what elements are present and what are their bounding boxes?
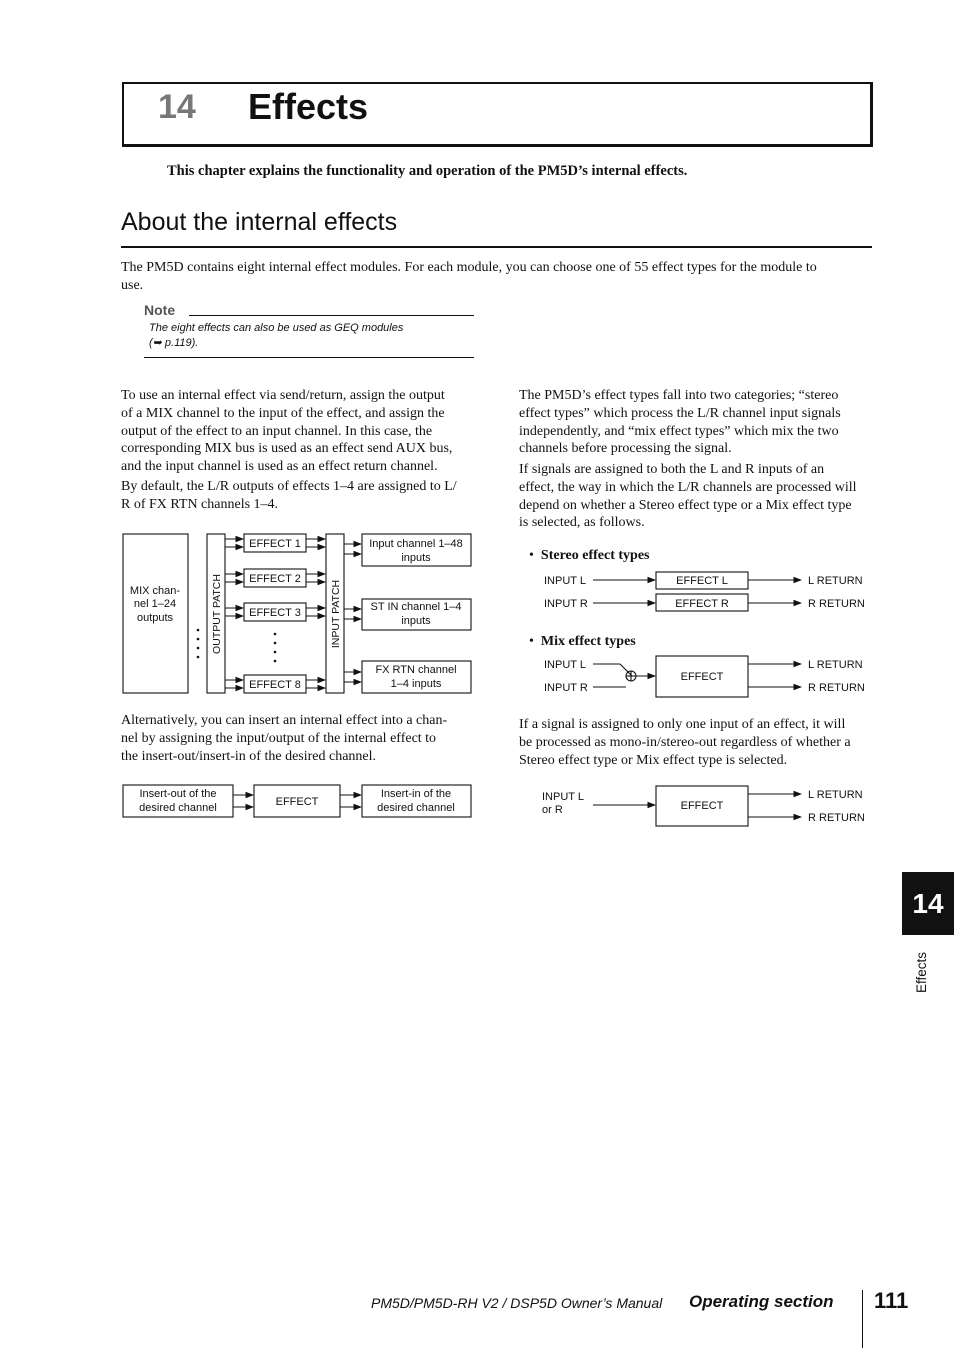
mix-return-l: L RETURN [808,659,863,671]
paragraph-intro-line1: The PM5D contains eight internal effect modules. For each module, you can choose one of 55 effect types for the module to [121,260,817,275]
output-patch-label: OUTPUT PATCH [211,574,223,654]
insert-diagram [118,780,478,824]
note-divider [144,357,474,358]
text-line: and the input channel is used as an effect return channel. [121,459,438,475]
effect-3-label: EFFECT 3 [249,607,301,619]
paragraph-default-assign [121,478,457,514]
footer-manual-title: PM5D/PM5D-RH V2 / DSP5D Owner’s Manual [371,1295,663,1311]
note-divider [189,315,474,316]
text-line: The PM5D’s effect types fall into two categories; “stereo [519,388,839,403]
text-line: independently, and “mix effect types” which mix the two [519,423,839,439]
chapter-title-box [122,82,873,147]
bullet-stereo-effect-types [529,548,649,564]
text-line: effect types” which process the L/R channel input signals [519,405,841,421]
paragraph-intro-line2: use. [121,278,144,293]
stereo-input-r: INPUT R [544,598,588,610]
mix-effect-diagram [540,652,870,702]
mix-effect-label: EFFECT [680,671,724,683]
insert-effect-label: EFFECT [275,796,319,808]
chapter-tab-label-wrap [914,945,934,1005]
mix-return-r: R RETURN [808,682,865,694]
chapter-number: 14 [158,88,196,126]
text-line: If a signal is assigned to only one input of an effect, it will [519,717,846,732]
mono-input-label-1: INPUT L [542,791,584,803]
bullet-marker: • [529,548,534,563]
text-line: effect, the way in which the L/R channels are processed will [519,479,857,495]
input-channel-label-2: inputs [401,552,431,564]
insert-out-label-2: desired channel [139,802,217,814]
text-line: the insert-out/insert-in of the desired channel. [121,748,377,764]
effect-routing-diagram [118,530,478,700]
mix-input-l: INPUT L [544,659,586,671]
stereo-effect-l-label: EFFECT L [676,575,728,587]
paragraph-categories [519,387,841,458]
effect-2-label: EFFECT 2 [249,573,301,585]
stereo-return-l: L RETURN [808,575,863,587]
note-label: Note [144,302,176,318]
effect-8-label: EFFECT 8 [249,679,301,691]
text-line: is selected, as follows. [519,515,645,531]
mono-input-label-2: or R [542,804,563,816]
input-patch-label: INPUT PATCH [330,579,342,649]
text-line: R of FX RTN channels 1–4. [121,496,279,512]
text-line: nel by assigning the input/output of the internal effect to [121,730,437,746]
paragraph-insert [121,712,447,765]
section-title: About the internal effects [121,208,398,236]
stereo-return-r: R RETURN [808,598,865,610]
text-line: channels before processing the signal. [519,441,732,457]
bullet-mix-effect-types [529,634,636,650]
insert-in-label-2: desired channel [377,802,455,814]
mix-label-1: MIX chan- [129,585,181,597]
text-line: output of the effect to an input channel. In this case, the [121,423,433,439]
paragraph-send-return [121,387,452,476]
text-line: of a MIX channel to the input of the effect, and assign the [121,405,445,421]
mix-input-r: INPUT R [544,682,588,694]
input-channel-label-1: Input channel 1–48 [369,538,463,550]
mono-return-r: R RETURN [808,812,865,824]
mono-effect-label: EFFECT [680,800,724,812]
text-line: By default, the L/R outputs of effects 1–4 are assigned to L/ [121,479,457,494]
bullet-label: Stereo effect types [540,548,650,563]
st-in-label-2: inputs [401,615,431,627]
note-text [149,321,449,351]
page-number: 111 [874,1288,909,1313]
paragraph-lr-processing [519,461,857,532]
mono-in-diagram [540,782,870,830]
bullet-marker: • [529,634,534,649]
fx-rtn-label-2: 1–4 inputs [390,678,442,690]
footer-divider [862,1290,863,1348]
mix-label-3: outputs [136,612,174,624]
insert-out-label-1: Insert-out of the [139,788,217,800]
bullet-label: Mix effect types [540,634,636,649]
text-line: corresponding MIX bus is used as an effect send AUX bus, [121,441,453,457]
st-in-label-1: ST IN channel 1–4 [370,601,462,613]
effect-1-label: EFFECT 1 [249,538,301,550]
mono-return-l: L RETURN [808,789,863,801]
text-line: Alternatively, you can insert an internal effect into a chan- [121,713,448,728]
chapter-tab: 14 [902,872,954,935]
fx-rtn-label-1: FX RTN channel [375,664,457,676]
stereo-input-l: INPUT L [544,575,586,587]
mix-label-2: nel 1–24 [133,598,177,610]
paragraph-mono-in [519,716,851,769]
stereo-effect-r-label: EFFECT R [675,598,729,610]
note-line-2: (➥ p.119). [149,337,199,349]
chapter-intro: This chapter explains the functionality and operation of the PM5D’s internal effects. [167,163,688,179]
text-line: depend on whether a Stereo effect type or a Mix effect type [519,497,852,513]
text-line: To use an internal effect via send/return, assign the output [121,388,445,403]
text-line: Stereo effect type or Mix effect type is selected. [519,752,788,768]
footer-section-name: Operating section [689,1292,834,1311]
section-rule [121,246,872,248]
note-line-1: The eight effects can also be used as GEQ modules [149,322,404,334]
text-line: be processed as mono-in/stereo-out regardless of whether a [519,734,851,750]
chapter-tab-label: Effects [914,951,929,993]
stereo-effect-diagram [540,568,870,616]
chapter-title: Effects [248,86,369,127]
insert-in-label-1: Insert-in of the [380,788,452,800]
text-line: If signals are assigned to both the L and R inputs of an [519,462,825,477]
